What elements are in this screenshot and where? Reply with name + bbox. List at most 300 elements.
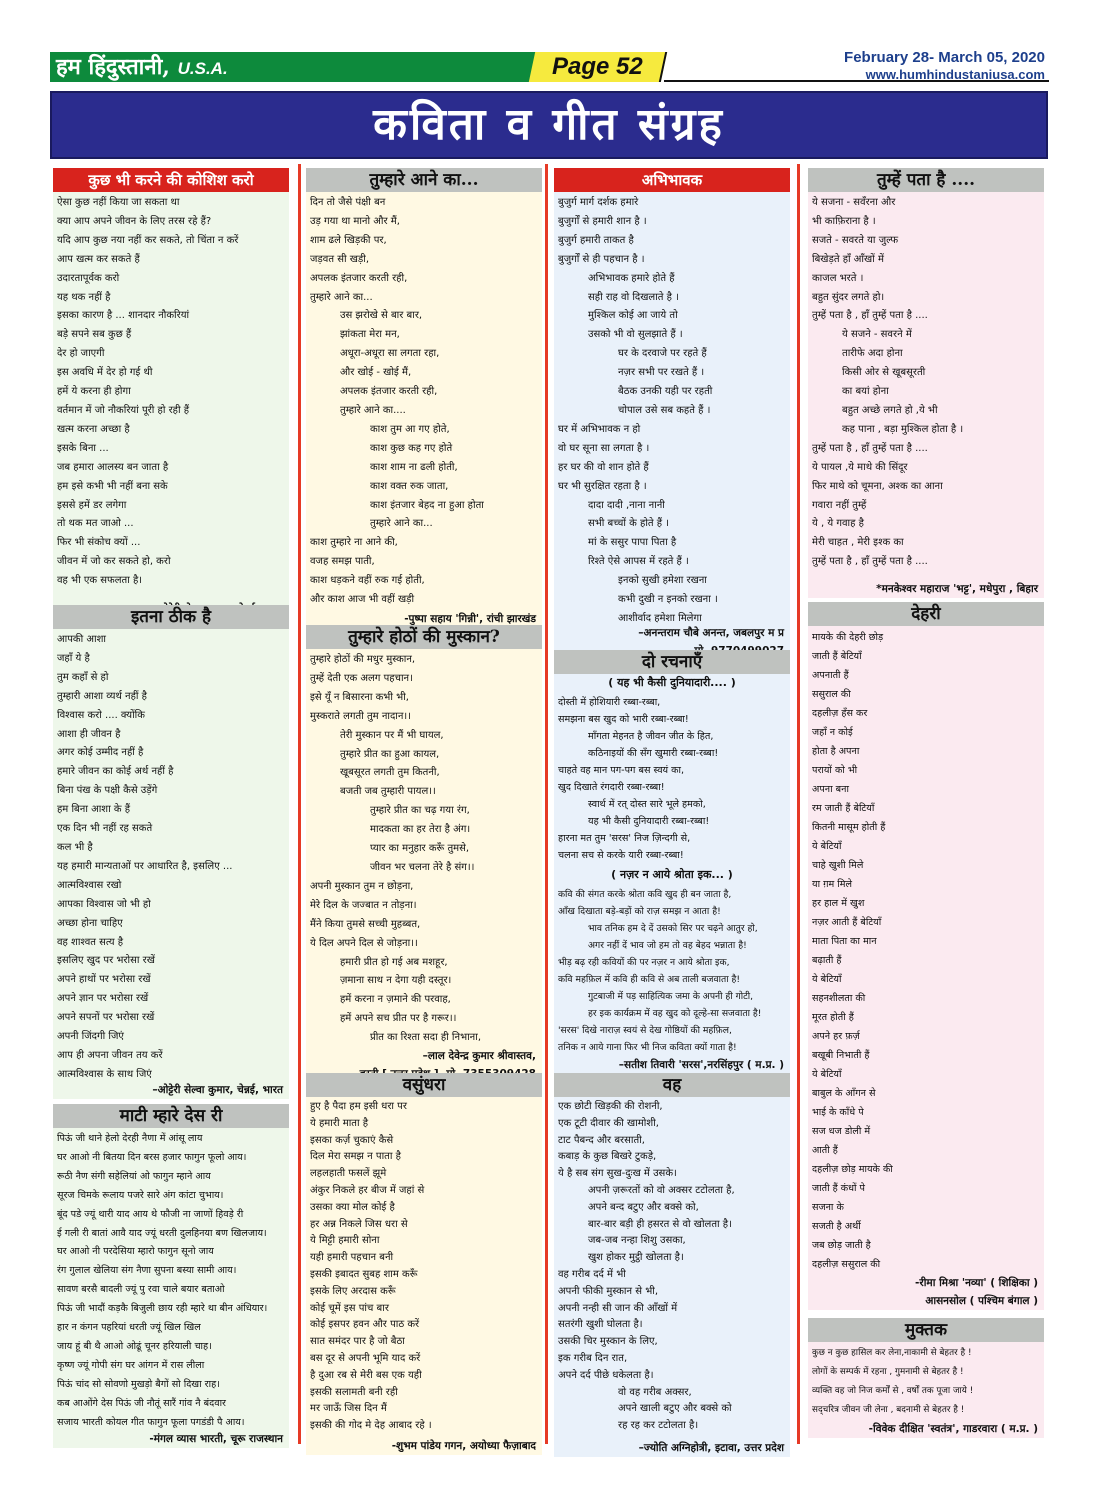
poem-line: या ग़म मिले (812, 879, 853, 890)
poem-line: काश वक्त रुक जाता, (370, 480, 449, 492)
poem-line: तनिक न आये गाना फिर भी निज कविता क्यों गाता है! (558, 1042, 737, 1053)
poem-line: कठिनाइयों की सँग खुमारी रब्बा-रब्बा! (588, 748, 719, 759)
poem-subtitle: ( नज़र न आये श्रोता इक... ) (554, 866, 790, 884)
poem-line: आत्मविश्वास के साथ जिएं (57, 1068, 152, 1080)
poem-line: पिऊं जी थाने हेलो देरही नैणा में आंसू लाय (57, 1133, 203, 1144)
poem-line: कितनी मासूम होती हैं (812, 822, 886, 833)
poem-line: रूठी नैण संगी सहेलियां ओ फागुन म्हाने आय (57, 1170, 211, 1182)
poem-line: तुम्हारे आने का.... (340, 404, 406, 416)
poem-maati-mhare (53, 1104, 289, 1448)
poem-line: सहनशीलता की (812, 993, 866, 1004)
poem-muktak (808, 1318, 1044, 1438)
poem-line: तुम्हें पता है , हाँ तुम्हें पता है .... (812, 556, 928, 568)
poem-line: अपने हर फ़र्ज़ (812, 1031, 860, 1042)
poem-author: -मंगल व्यास भारती, चूरू राजस्थान (53, 1430, 289, 1448)
poem-line: दादा दादी ,नाना नानी (588, 499, 665, 511)
poem-line: काश शाम ना ढली होती, (370, 461, 458, 473)
poem-line: बड़े सपने सब कुछ हैं (57, 329, 132, 341)
poem-title: तुम्हें पता है .... (808, 168, 1044, 192)
poem-line: खुद दिखाते रंगदारी रब्बा-रब्बा! (558, 782, 665, 793)
poem-line: मेरी चाहत , मेरी इश्क का (812, 537, 904, 549)
poem-line: तुम्हारे प्रीत का चढ़ गया रंग, (370, 805, 470, 817)
poem-line: शाम ढले खिड़की पर, (310, 234, 387, 246)
poem-line: ये बेटियाँ (812, 841, 842, 852)
poem-line: हम इसे कभी भी नहीं बना सके (57, 480, 168, 492)
poem-line: परायों को भी (812, 765, 858, 776)
poem-line: मायके की देहरी छोड़ (812, 632, 884, 643)
column-divider (545, 164, 548, 1444)
poem-line: ये बेटियाँ (812, 1069, 842, 1080)
poem-line: इक गरीब दिन रात, (558, 1352, 628, 1364)
poem-line: आत्मविश्वास रखो (57, 879, 122, 891)
poem-line: किसी ओर से खूबसूरती (842, 367, 926, 379)
poem-line: अपने हाथों पर भरोसा रखें (57, 974, 151, 986)
poem-line: घर के दरवाजे पर रहते हैं (618, 348, 707, 360)
poem-line: दोस्ती में होशियारी रब्बा-रब्बा, (558, 697, 661, 708)
poem-line: यह हमारी मान्यताओं पर आधारित है, इसलिए ... (57, 860, 233, 872)
publication-name (50, 52, 550, 82)
column-divider (298, 164, 301, 1444)
poem-line: तुम्हारे आने का... (310, 291, 373, 303)
poem-line: बहुत अच्छे लगते हो ,ये भी (842, 404, 938, 416)
poem-line: तुम्हारे आने का... (370, 518, 433, 530)
poem-line: आप ही अपना जीवन तय करें (57, 1049, 163, 1061)
poem-line: काश इंतजार बेहद ना हुआ होता (370, 499, 484, 511)
poem-line: इसकी इबादत सुबह शाम करूँ (310, 1268, 418, 1280)
poem-body (53, 1128, 289, 1430)
poem-line: हमें अपने सच प्रीत पर है गरूर।। (340, 1013, 457, 1025)
poem-body (306, 1097, 542, 1437)
poem-line: जब हमारा आलस्य बन जाता है (57, 461, 169, 473)
poem-line: समझना बस खुद को भारी रब्बा-रब्बा! (558, 714, 689, 725)
poem-line: उदारतापूर्वक करो (57, 272, 120, 284)
poem-line: व्यक्ति वह जो निज कर्मों से , वर्षों तक पूजा जाये ! (812, 1385, 974, 1396)
poem-line: तुम्हारे प्रीत का हुआ कायल, (340, 748, 440, 760)
poem-abhibhavak (554, 168, 790, 660)
poem-line: भीड़ बढ़ रही कवियों की पर नज़र न आये श्रोता इक, (558, 957, 730, 968)
poem-line: तुम्हें देती एक अलग पहचान। (310, 672, 413, 684)
poem-line: वो घर सूना सा लगता है । (558, 442, 650, 454)
poem-line: जाती हैं बेटियाँ (812, 651, 862, 662)
poem-line: कोई चूमें इस पांच बार (310, 1302, 389, 1314)
poem-line: अगर नहीं दें भाव जो हम तो वह बेहद भन्नाता है! (588, 940, 747, 951)
poem-line: वर्तमान में जो नौकरियां पूरी हो रही हैं (57, 404, 190, 416)
poem-itna-theek-hai (53, 605, 289, 1099)
poem-title: तुम्हारे आने का... (306, 168, 542, 192)
poem-title: अभिभावक (554, 168, 790, 192)
poem-line: सजना के (812, 1202, 844, 1213)
poem-line: ये , ये गवाह है (812, 518, 864, 530)
poem-line: अपनाती हैं (812, 670, 849, 681)
poem-line: हार न कंगन पहरियां धरती ज्यूं खिल खिल (57, 1322, 201, 1334)
poem-body (554, 884, 790, 1056)
poem-title: दो रचनाएँ (554, 650, 790, 674)
poem-line: ये दिल अपने दिल से जोड़ना।। (310, 937, 418, 949)
poem-line: हारना मत तुम 'सरस' निज ज़िन्दगी से, (558, 833, 691, 844)
poem-line: तुम्हें पता है , हाँ तुम्हें पता है .... (812, 442, 928, 454)
poem-line: बुजुर्गों से हमारी शान है । (558, 215, 647, 227)
poem-line: वह भी एक सफलता है। (57, 575, 143, 587)
poem-line: सजाय भारती कोयल गीत फागुन फूला पगडंडी पै आय। (57, 1416, 245, 1428)
poem-author: –ओट्टेरी सेल्वा कुमार, चेन्नई, भारत (53, 1081, 289, 1099)
poem-title: तुम्हारे होठों की मुस्कान? (306, 625, 542, 649)
poem-line: इसका कारण है ... शानदार नौकरियां (57, 310, 190, 322)
poem-author: –सतीश तिवारी 'सरस',नरसिंहपुर ( म.प्र. ) (554, 1056, 790, 1074)
poem-line: सजती है अर्थी (812, 1221, 861, 1232)
poem-body (808, 192, 1044, 580)
poem-line: लोगों के सम्पर्क में रहना , गुमनामी से बेहतर है ! (812, 1366, 964, 1377)
poem-line: एक टूटी दीवार की खामोशी, (558, 1117, 659, 1129)
poem-line: नज़र सभी पर रखते हैं । (618, 367, 705, 379)
poem-line: बखूबी निभाती हैं (812, 1050, 870, 1061)
poem-line: वह गरीब दर्द में भी (558, 1268, 626, 1280)
poem-line: हमें ये करना ही होगा (57, 386, 131, 398)
poem-line: काश कुछ कह गए होते (370, 442, 453, 454)
poem-line: काश तुम आ गए होते, (370, 423, 450, 435)
poem-line: वजह समझ पाती, (310, 556, 375, 568)
poem-line: बूंद पडे ज्यूं थारी याद आय थे फौजी ना जाणों हिवड़े री (57, 1208, 244, 1220)
poem-line: बिखेड़ते हाँ आँखों में (812, 253, 884, 265)
poem-line: यदि आप कुछ नया नहीं कर सकते, तो चिंता न करें (57, 234, 239, 246)
poem-author: -पुष्पा सहाय 'गिन्नी', रांची झारखंड (306, 610, 542, 628)
poem-line: यह थक नहीं है (57, 291, 111, 303)
poem-line: रह रह कर टटोलता है। (618, 1420, 699, 1432)
poem-line: तुम्हें पता है , हाँ तुम्हें पता है .... (812, 310, 928, 322)
poem-line: बार-बार बड़ी ही हसरत से वो खोलता है। (588, 1218, 732, 1230)
poem-vasundhara (306, 1073, 542, 1455)
poem-title: वसुंधरा (306, 1073, 542, 1097)
poem-line: कभी दुखी न इनको रखना । (618, 594, 718, 606)
poem-line: अपनी जिंदगी जिएं (57, 1031, 124, 1043)
page-header (0, 0, 1095, 90)
poem-line: अपने ज्ञान पर भरोसा रखें (57, 993, 149, 1005)
poem-author: –लाल देवेन्द्र कुमार श्रीवास्तव, (306, 1047, 542, 1065)
poem-line: तारीफे अदा होना (842, 348, 903, 360)
poem-line: मुश्किल कोई आ जाये तो (588, 310, 678, 322)
poem-line: माता पिता का मान (812, 936, 877, 947)
poem-line: जाय हूं बी थै आओ ओढूं चूनर हरियाली चाह। (57, 1340, 212, 1352)
poem-line: अपने दर्द पीछे धकेलता है। (558, 1369, 654, 1381)
poem-line: कृष्ण ज्यूं गोपी संग घर आंगन में रास लीला (57, 1359, 205, 1371)
poem-line: फिर भी संकोच क्यों ... (57, 537, 141, 549)
poem-line: अंकुर निकले हर बीज में जहां से (310, 1184, 425, 1196)
poem-line: खुश होकर मुट्ठी खोलता है। (588, 1252, 684, 1264)
poem-line: अपने खाली बटुए और बक्से को (618, 1403, 732, 1415)
poem-line: सूरज चिमके रूलाय पजरे सारे अंग कांटा चुभाय। (57, 1189, 224, 1201)
poem-line: चाहे खुशी मिले (812, 860, 864, 871)
poem-line: टाट पैबन्द और बरसाती, (558, 1134, 645, 1146)
poem-title: वह (554, 1073, 790, 1097)
poem-line: हुए है पैदा हम इसी धरा पर (310, 1101, 407, 1112)
poem-body (306, 649, 542, 1047)
poem-line: भाव तनिक हम दे दें उसको सिर पर चढ़ने आतुर हो, (588, 923, 758, 934)
poem-line: जब-जब नन्हा शिशु उसका, (588, 1235, 686, 1247)
poem-line: ये हमारी माता है (310, 1117, 369, 1129)
poem-line: चाहते वह मान पग-पग बस स्वयं का, (558, 765, 685, 776)
poem-line: ऐसा कुछ नहीं किया जा सकता था (57, 197, 180, 208)
poem-line: हर घर की वो शान होते हैं (558, 461, 649, 473)
poem-line: जहाँ न कोई (812, 727, 853, 738)
poem-line: जाती हैं कंधों पे (812, 1183, 866, 1194)
poem-line: अपलक इंतजार करती रही, (310, 272, 408, 284)
poem-line: ये बेटियाँ (812, 974, 842, 985)
poem-line: अपने सपनों पर भरोसा रखें (57, 1012, 155, 1024)
poem-line: हर हाल में खुश (812, 898, 865, 909)
poem-line: एक दिन भी नहीं रह सकते (57, 823, 153, 835)
poem-line: सभी बच्चों के होते हैं । (588, 518, 670, 530)
poem-line: ये है सब संग सुख-दुःख में उसके। (558, 1168, 677, 1180)
poem-line: इसकी की गोद मे देह आबाद रहे । (310, 1420, 432, 1432)
poem-line: इसलिए खुद पर भरोसा रखें (57, 955, 155, 967)
poem-line: प्यार का मनुहार करूँ तुमसे, (370, 843, 470, 855)
poem-line: पिऊं चांद सो सोवणो मुखड़ो बैगों सो दिखा राह। (57, 1378, 220, 1390)
poem-line: सात समंदर पार है जो बैठा (310, 1336, 405, 1348)
poem-line: प्रीत का रिश्ता सदा ही निभाना, (370, 1032, 482, 1044)
poem-line: कवि महफ़िल में कवि ही कवि से अब ताली बजवाता है! (558, 974, 741, 985)
poem-line: हमारी प्रीत हो गई अब मशहूर, (340, 956, 448, 968)
poem-line: अगर कोई उम्मीद नहीं है (57, 747, 144, 759)
poem-line: मैंने किया तुमसे सच्ची मुहब्बत, (310, 918, 421, 930)
poem-body (554, 192, 790, 624)
poem-author-location: आसनसोल ( पश्चिम बंगाल ) (808, 1292, 1044, 1310)
poem-line: घर आओ नी बितया दिन बरस हजार फागुन फूलो आय। (57, 1151, 247, 1163)
poem-line: ज़माना साथ न देगा यही दस्तूर। (340, 975, 452, 987)
poem-line: काश धड़कने वहीं रुक गई होती, (310, 575, 425, 587)
poem-line: अपनी नन्ही सी जान की आँखों में (558, 1302, 678, 1314)
poem-line: हम बिना आशा के हैं (57, 804, 131, 816)
poem-line: इसका कर्ज़ चुकाएं कैसे (310, 1134, 394, 1146)
poem-line: ये मिट्टी हमारी सोना (310, 1235, 380, 1247)
poem-line: ये पायल ,ये माथे की सिंदूर (812, 461, 908, 473)
poem-line: बुजुर्गों से ही पहचान है । (558, 253, 645, 265)
poem-line: उड़ गया था मानो और मैं, (310, 215, 400, 227)
poem-line: सावण बरसै बादली ज्यूं पु रवा चाले बयार बताओ (57, 1284, 225, 1296)
poem-line: उस झरोखे से बार बार, (340, 310, 423, 322)
poem-line: होता है अपना (812, 746, 860, 757)
poem-line: उसकी चिर मुस्कान के लिए, (558, 1336, 658, 1348)
poem-line: यही हमारी पहचान बनी (310, 1252, 394, 1264)
poem-line: घर भी सुरक्षित रहता है । (558, 480, 647, 492)
poem-line: कब आओंगे देस पिऊं जी नौतूं सारैं गांव नै बंदवार (57, 1397, 226, 1409)
poem-line: गवारा नहीं तुम्हें (812, 499, 867, 511)
poem-line: और खोई - खोई मैं, (340, 367, 412, 379)
poem-line: बुजुर्ग मार्ग दर्शक हमारे (558, 197, 639, 208)
poem-line: कोई इसपर हवन और पाठ करें (310, 1319, 420, 1331)
poem-line: खत्म करना अच्छा है (57, 423, 130, 435)
poem-line: मां के ससुर पापा पिता है (588, 537, 677, 549)
poem-line: झांकता मेरा मन, (340, 329, 400, 341)
poem-title: मुक्तक (808, 1318, 1044, 1342)
website-link[interactable]: www.humhindustaniusa.com (865, 67, 1045, 82)
poem-line: माँगता मेहनत है जीवन जीत के हित, (588, 731, 714, 742)
poem-line: उसको भी वो सुलझाते हैं । (588, 329, 683, 341)
poem-line: दहलीज़ ससुराल की (812, 1259, 881, 1270)
poem-line: बिना पंख के पक्षी कैसे उड़ेंगे (57, 785, 158, 797)
poem-line: घर आओ नी परदेसिया म्हारो फागुन सूनो जाय (57, 1246, 214, 1258)
poem-line: बहुत सुंदर लगते हो। (812, 291, 885, 303)
poem-line: ये सजने - सवरने में (842, 329, 912, 341)
column-divider (797, 164, 800, 1444)
poem-dehri (808, 602, 1044, 1310)
poem-line: ई गली री बातां आवै याद ज्यूं धरती दुलहिनया बण खिलजाय। (57, 1227, 267, 1239)
poem-line: लहलहाती फसलें झूमे (310, 1168, 387, 1180)
poem-line: आपका विश्वास जो भी हो (57, 898, 151, 910)
poem-line: ये सजना - सवँरना और (812, 197, 896, 208)
poem-title: देहरी (808, 602, 1044, 626)
poem-line: चोपाल उसे सब कहते हैं । (618, 404, 711, 416)
poem-body (306, 192, 542, 610)
poem-author: -शुभम पांडेय गगन, अयोध्या फैज़ाबाद (306, 1437, 542, 1455)
poem-line: काजल भरते । (812, 272, 864, 284)
poem-line: यह भी कैसी दुनियादारी रब्बा-रब्बा! (588, 816, 710, 827)
poem-line: आपकी आशा (57, 634, 106, 645)
poem-line: मूरत होती हैं (812, 1012, 854, 1023)
poem-line: काश तुम्हारे ना आने की, (310, 537, 398, 549)
poem-line: अपनी फीकी मुस्कान से भी, (558, 1285, 658, 1297)
brand-text: हम हिंदुस्तानी, (56, 54, 170, 80)
poem-line: गुटबाजी में पड़ साहित्यिक जमा के अपनी ही गोटी, (588, 991, 754, 1002)
poem-line: रम जाती हैं बेटियाँ (812, 803, 875, 814)
poem-line: कवि की संगत करके श्रोता कवि खुद ही बन जाता है, (558, 889, 732, 900)
poem-line: दिल मेरा समझ न पाता है (310, 1151, 401, 1163)
poem-line: देर हो जाएगी (57, 348, 105, 360)
poem-line: हर इक कार्यक्रम में वह खुद को दूल्हे-सा सजवाता है! (588, 1008, 762, 1019)
poem-line: दिन तो जैसे पंक्षी बन (310, 197, 386, 208)
poem-line: चलना सच से करके यारी रब्बा-रब्बा! (558, 850, 684, 861)
poem-line: भाई के काँधे पे (812, 1107, 864, 1118)
poem-line: तो थक मत जाओ ... (57, 518, 134, 530)
poem-line: आप खत्म कर सकते हैं (57, 253, 140, 265)
poem-tumhe-pata-hai (808, 168, 1044, 598)
poem-line: बैठक उनकी यही पर रहती (618, 386, 713, 398)
poem-line: आँख दिखाता बड़े-बड़ों को राज़ समझ न आता है! (558, 906, 721, 917)
poem-line: हमारे जीवन का कोई अर्थ नहीं है (57, 766, 174, 778)
poem-line: बढ़ाती हैं (812, 955, 842, 966)
poem-line: सजते - सवरते या जुल्फ (812, 234, 899, 246)
poem-line: बजती जब तुम्हारी पायल।। (340, 786, 436, 798)
poem-line: सज धज डोली में (812, 1126, 871, 1137)
poem-line: नज़र आती हैं बेटियाँ (812, 917, 882, 928)
page-number-box (529, 52, 667, 82)
poem-line: है दुआ रब से मेरी बस एक यही (310, 1369, 422, 1381)
poem-line: अच्छा होना चाहिए (57, 917, 123, 929)
poem-line: आशा ही जीवन है (57, 728, 121, 740)
poem-body (554, 692, 790, 866)
poem-line: अधूरा-अधूरा सा लगता रहा, (340, 348, 440, 360)
poem-line: इसकी सलामती बनी रही (310, 1386, 398, 1398)
poem-title: कुछ भी करने की कोशिश करो (53, 168, 289, 192)
poem-line: अपनी मुस्कान तुम न छोड़ना, (310, 880, 414, 892)
poem-body (808, 1342, 1044, 1420)
page-number: Page 52 (551, 53, 643, 80)
poem-line: भी काफ़िराना है । (812, 215, 876, 227)
poem-line: सतरंगी खुशी घोलता है। (558, 1319, 643, 1331)
poem-line: पिऊं जी भादौं कड़कै बिजुली छाय रही म्हारे था बीन अंधियार। (57, 1303, 268, 1315)
poem-line: मुस्कराते लगती तुम नादान।। (310, 710, 412, 722)
poem-line: बस दूर से अपनी भूमि याद करें (310, 1352, 421, 1364)
poem-line: जब छोड़ जाती है (812, 1240, 871, 1251)
poem-line: इसे यूँ न बिसारना कभी भी, (310, 691, 409, 703)
poem-line: तुम्हारे होठों की मधुर मुस्कान, (310, 654, 416, 665)
poem-author: -विवेक दीक्षित 'स्वतंत्र', गाडरवारा ( म.प्र. ) (808, 1420, 1044, 1438)
poem-line: कल भी है (57, 841, 93, 853)
poem-line: मादकता का हर तेरा है अंग। (370, 824, 471, 836)
poem-line: स्वार्थ में रत् दोस्त सारे भूले हमको, (588, 799, 706, 810)
poem-title: माटी म्हारे देस री (53, 1104, 289, 1128)
poem-line: और काश आज भी वहीं खड़ी (310, 594, 415, 606)
poem-vah (554, 1073, 790, 1457)
poem-line: इसके बिना ... (57, 442, 109, 454)
brand-sub: U.S.A. (177, 59, 228, 78)
poem-line: इसके लिए अरदास करूँ (310, 1285, 396, 1297)
poem-line: तेरी मुस्कान पर मैं भी घायल, (340, 729, 444, 741)
issue-date: February 28- March 05, 2020 (844, 49, 1045, 66)
poem-line: वह शाश्वत सत्य है (57, 936, 124, 948)
poem-author: –अनन्तराम चौबे अनन्त, जबलपुर म प्र (554, 624, 790, 642)
poem-line: आती हैं (812, 1145, 838, 1156)
poem-line: जीवन भर चलना तेरे है संग।। (370, 861, 475, 873)
poem-line: इससे हमें डर लगेगा (57, 499, 127, 511)
poem-line: अपलक इंतजार करती रही, (340, 386, 438, 398)
poem-body (53, 629, 289, 1081)
poem-subtitle: ( यह भी कैसी दुनियादारी.... ) (554, 674, 790, 692)
poem-line: आशीर्वाद हमेशा मिलेगा (618, 612, 702, 624)
poem-line: सही राह वो दिखलाते है । (588, 291, 679, 303)
poem-line: अभिभावक हमारे होते हैं (588, 272, 675, 284)
poem-do-rachnayen (554, 650, 790, 1074)
poem-line: हर अन्न निकले जिस धरा से (310, 1218, 408, 1230)
poem-line: बुजुर्ग हमारी ताकत है (558, 234, 634, 246)
poem-line: घर में अभिभावक न हो (558, 423, 641, 435)
banner-title: कविता व गीत संग्रह (373, 99, 725, 150)
poem-line: जहाँ ये है (57, 652, 90, 664)
poem-line: अपना बना (812, 784, 849, 795)
poem-body (808, 626, 1044, 1274)
poem-line: जड़वत सी खड़ी, (310, 253, 370, 265)
poem-line: 'सरस' दिखे नाराज़ स्वयं से देख गोष्ठियों की महफ़िल, (558, 1025, 732, 1036)
poem-line: इनको सुखी हमेशा रखना (618, 575, 707, 587)
poem-author: –ज्योति अग्निहोत्री, इटावा, उत्तर प्रदेश (554, 1439, 790, 1457)
poem-line: दहलीज़ छोड़ मायके की (812, 1164, 893, 1175)
poem-line: का बयां होना (842, 386, 889, 398)
poem-line: दहलीज़ हँस कर (812, 708, 868, 719)
poem-line: वो वह गरीब अक्सर, (618, 1386, 692, 1398)
poem-body (53, 192, 289, 600)
poem-line: अपने बन्द बटुए और बक्से को, (588, 1201, 699, 1213)
poem-line: एक छोटी खिड़की की रोशनी, (558, 1101, 663, 1112)
poem-line: तुम्हारी आशा व्यर्थ नहीं है (57, 690, 147, 702)
poem-line: कुछ न कुछ हासिल कर लेना,नाकामी से बेहतर है ! (812, 1348, 972, 1358)
poem-line: हमें करना न ज़माने की परवाह, (340, 994, 451, 1006)
poem-line: उसका क्या मोल कोई है (310, 1201, 395, 1213)
poem-line: विश्वास करो .... क्योंकि (57, 709, 145, 721)
section-banner (50, 91, 1048, 159)
poem-line: कबाड़ के कुछ बिखरे टुकड़े, (558, 1151, 657, 1163)
poem-line: कह पाना , बड़ा मुश्किल होता है । (842, 423, 964, 435)
poem-line: मेरे दिल के जज्बात न तोड़ना। (310, 899, 417, 911)
poem-body (554, 1097, 790, 1439)
poem-author: *मनकेश्वर महाराज 'भट्ट', मधेपुरा , बिहार (808, 580, 1044, 598)
poem-line: जीवन में जो कर सकते हो, करो (57, 556, 171, 568)
poem-line: ससुराल की (812, 689, 851, 700)
poem-try-anything (53, 168, 289, 618)
poem-line: अपनी ज़रूरतों को वो अक्सर टटोलता है, (588, 1184, 735, 1196)
poem-author: -रीमा मिश्रा 'नव्या' ( शिक्षिका ) (808, 1274, 1044, 1292)
poem-line: रिश्ते ऐसे आपस में रहते हैं । (588, 556, 689, 568)
poem-line: इस अवधि में देर हो गई थी (57, 367, 153, 379)
poem-title: इतना ठीक है (53, 605, 289, 629)
poem-hothon-ki-muskaan (306, 625, 542, 1083)
